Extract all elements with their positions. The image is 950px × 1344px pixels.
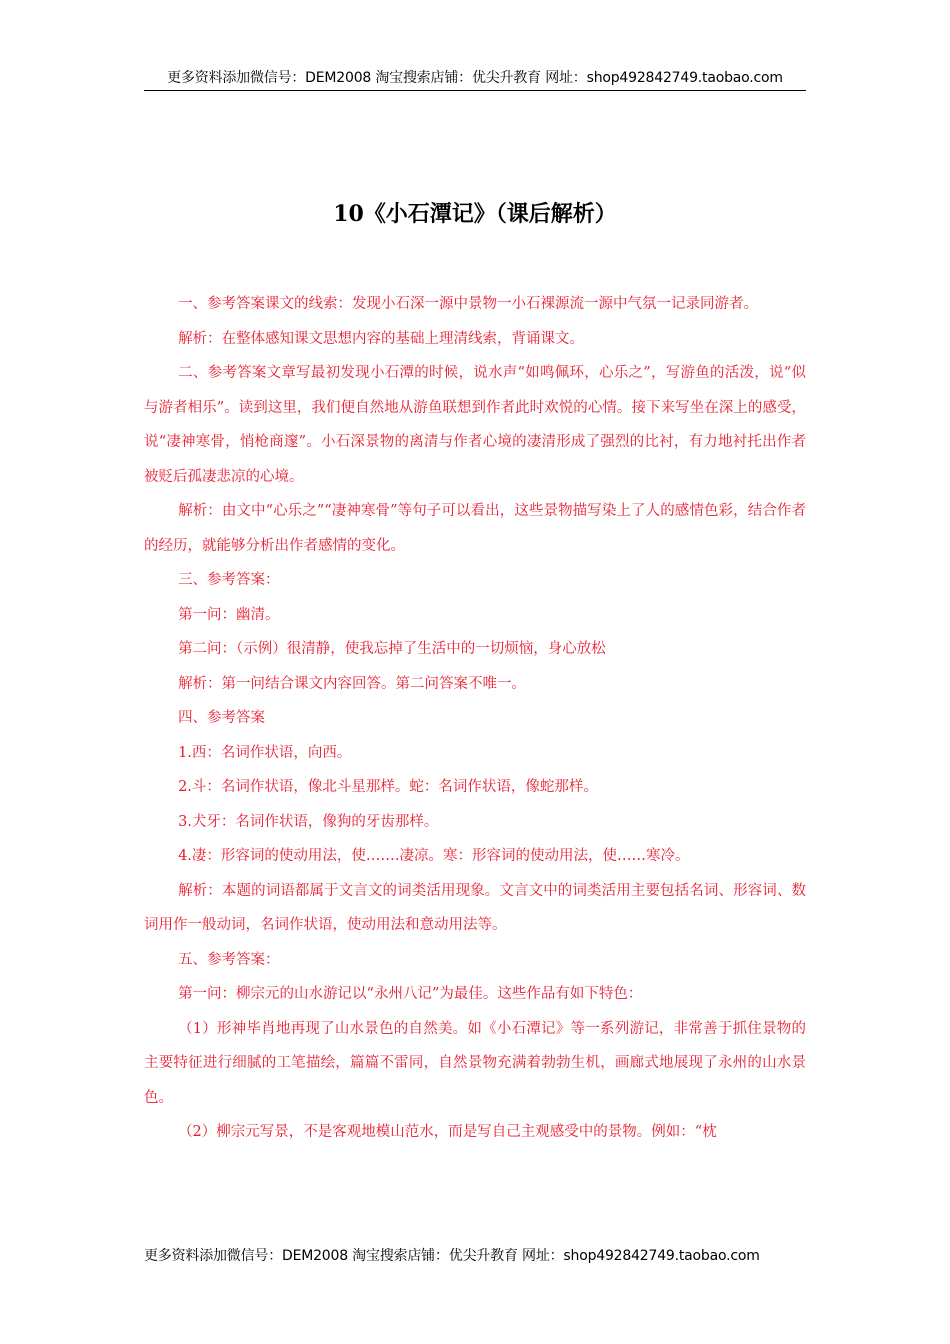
paragraph: 解析：本题的词语都属于文言文的词类活用现象。文言文中的词类活用主要包括名词、形容词、数词用作一般动词，名词作状语，使动用法和意动用法等。 (144, 882, 806, 933)
paragraph: 一、参考答案课文的线索：发现小石深一源中景物一小石裸源流一源中气氛一记录同游者。 (178, 296, 759, 312)
paragraph: （1）形神毕肖地再现了山水景色的自然美。如《小石潭记》等一系列游记，非常善于抓住景物的主要特征进行细腻的工笔描绘，篇篇不雷同，自然景物充满着勃勃生机，画廊式地展现了永州的山水景色。 (144, 1020, 806, 1106)
paragraph: 二、参考答案文章写最初发现小石潭的时候，说水声“如鸣佩环，心乐之”，写游鱼的活泼，说“似与游者相乐”。读到这里，我们便自然地从游鱼联想到作者此时欢悦的心情。接下来写坐在深上的感受，说“凄神寒骨，悄枪商邃”。小石深景物的离清与作者心境的凄清形成了强烈的比衬，有力地衬托出作者被贬后孤凄悲凉的心境。 (144, 365, 806, 485)
page-header: 更多资料添加微信号：DEM2008 淘宝搜索店铺：优尖升教育 网址：shop492842749.taobao.com (144, 68, 806, 91)
paragraph: 4.凄：形容词的使动用法，使…….凄凉。寒：形容词的使动用法，使……寒冷。 (178, 848, 690, 864)
paragraph: 第二问：（示例）很清静，使我忘掉了生活中的一切烦恼，身心放松 (178, 641, 606, 657)
paragraph: 五、参考答案： (178, 951, 280, 968)
paragraph: 2.斗：名词作状语，像北斗星那样。蛇：名词作状语，像蛇那样。 (178, 779, 598, 795)
paragraph: 解析：在整体感知课文思想内容的基础上理清线索，背诵课文。 (178, 330, 585, 347)
page-title: 10《小石潭记》（课后解析） (333, 201, 617, 227)
paragraph: 第一问：幽清。 (178, 606, 280, 623)
paragraph: （2）柳宗元写景，不是客观地模山范水，而是写自己主观感受中的景物。例如：“枕 (178, 1124, 717, 1140)
page-footer: 更多资料添加微信号：DEM2008 淘宝搜索店铺：优尖升教育 网址：shop492842749.taobao.com (144, 1248, 760, 1264)
paragraph: 第一问：柳宗元的山水游记以“永州八记”为最佳。这些作品有如下特色： (178, 986, 643, 1002)
paragraph: 四、参考答案 (178, 710, 266, 726)
paragraph: 3.犬牙：名词作状语，像狗的牙齿那样。 (178, 813, 439, 830)
paragraph: 解析：由文中“心乐之”“凄神寒骨”等句子可以看出，这些景物描写染上了人的感情色彩，结合作者的经历，就能够分析出作者感情的变化。 (144, 503, 806, 554)
paragraph: 三、参考答案： (178, 572, 280, 588)
paragraph: 解析：第一问结合课文内容回答。第二问答案不唯一。 (178, 675, 527, 692)
paragraph: 1.西：名词作状语，向西。 (178, 744, 352, 761)
document-body (144, 287, 806, 1150)
